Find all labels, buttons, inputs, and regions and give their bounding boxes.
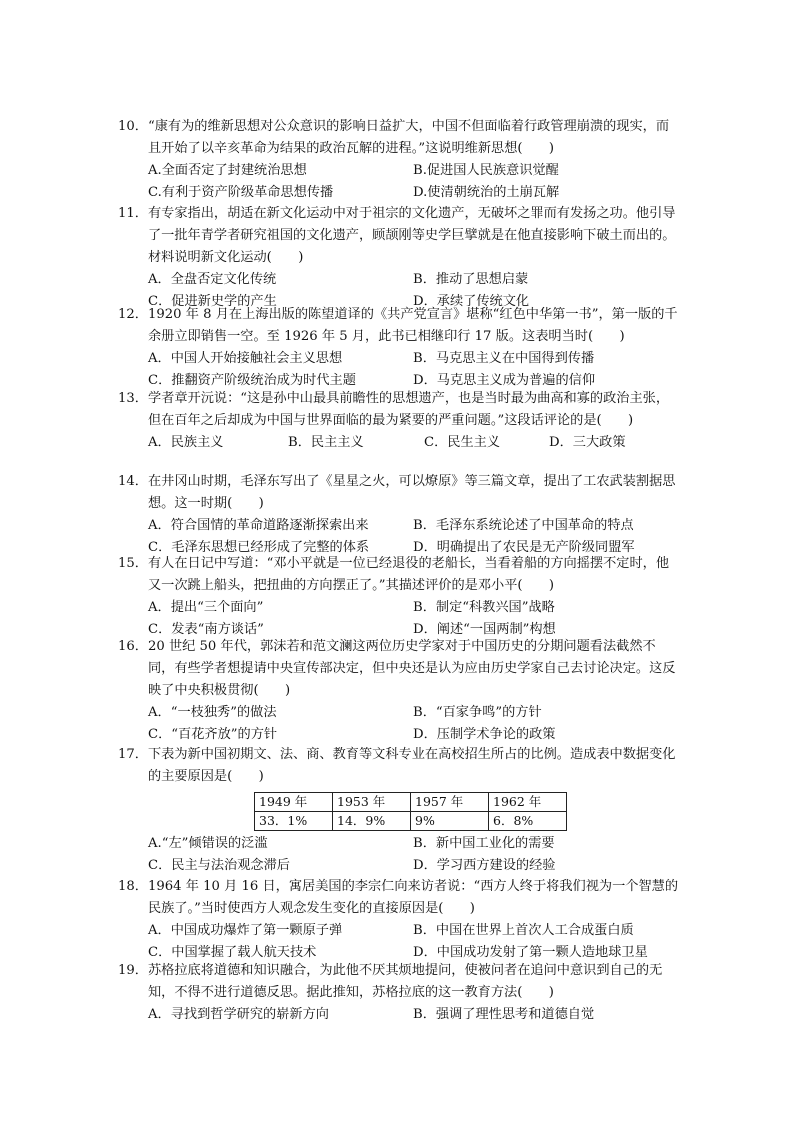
option-b[interactable]: B.促进国人民族意识觉醒 [413, 163, 559, 178]
option-row [118, 1004, 678, 1026]
table-cell: 1962 年 [489, 793, 567, 812]
question-stem [118, 744, 678, 788]
option-row [118, 855, 678, 877]
question-stem [118, 876, 678, 920]
option-c[interactable]: C．民主与法治观念滞后 [148, 858, 290, 873]
option-a[interactable]: A．提出“三个面向” [148, 600, 264, 615]
question-number: 19． [118, 963, 148, 978]
question-text: 有人在日记中写道：“邓小平就是一位已经退役的老船长，当看着船的方向摇摆不定时，他又一次跳上船头，把扭曲的方向摆正了。”其描述评价的是邓小平( ) [148, 556, 670, 593]
question-text: “康有为的维新思想对公众意识的影响日益扩大，中国不但面临着行政管理崩溃的现实，而且开始了以辛亥革命为结果的政治瓦解的进程。”这说明维新思想( ) [148, 119, 670, 156]
question-stem [118, 116, 678, 160]
option-b[interactable]: B．中国在世界上首次人工合成蛋白质 [413, 923, 634, 938]
option-d[interactable]: D．马克思主义成为普遍的信仰 [413, 373, 596, 388]
table-cell: 1953 年 [333, 793, 411, 812]
question-number: 18． [118, 879, 148, 894]
question-number: 17． [118, 747, 148, 762]
option-a[interactable]: A．民族主义 [148, 435, 224, 450]
question-number: 15． [118, 556, 148, 571]
option-row [118, 597, 678, 619]
option-a[interactable]: A．中国人开始接触社会主义思想 [148, 351, 343, 366]
question-number: 12． [118, 307, 148, 322]
option-row [118, 182, 678, 204]
option-b[interactable]: B．强调了理性思考和道德自觉 [413, 1007, 595, 1022]
question-stem [118, 960, 678, 1004]
option-c[interactable]: C．毛泽东思想已经形成了完整的体系 [148, 540, 370, 555]
option-row [118, 702, 678, 724]
question-number: 13． [118, 391, 148, 406]
question-text: 20 世纪 50 年代，郭沫若和范文澜这两位历史学家对于中国历史的分期问题看法截然不同，有些学者想提请中央宣传部决定，但中央还是认为应由历史学家自己去讨论决定。这反映了中央积极贯彻( ) [148, 639, 676, 698]
option-row [118, 920, 678, 942]
question-10 [118, 116, 678, 204]
table-cell: 6．8% [489, 812, 567, 831]
option-a[interactable]: A．全盘否定文化传统 [148, 272, 277, 287]
question-13 [118, 388, 678, 454]
option-a[interactable]: A．符合国情的革命道路逐渐探索出来 [148, 518, 369, 533]
option-row [118, 515, 678, 537]
question-number: 10． [118, 119, 148, 134]
option-a[interactable]: A．中国成功爆炸了第一颗原子弹 [148, 923, 343, 938]
question-16 [118, 636, 678, 746]
option-d[interactable]: D．压制学术争论的政策 [413, 727, 556, 742]
option-c[interactable]: C．发表“南方谈话” [148, 622, 264, 637]
question-stem [118, 471, 678, 515]
option-c[interactable]: C．促进新史学的产生 [148, 294, 277, 309]
option-d[interactable]: D．明确提出了农民是无产阶级同盟军 [413, 540, 635, 555]
option-a[interactable]: A．寻找到哲学研究的崭新方向 [148, 1007, 329, 1022]
question-stem [118, 203, 678, 269]
option-a[interactable]: A.“左”倾错误的泛滥 [148, 836, 268, 851]
option-a[interactable]: A.全面否定了封建统治思想 [148, 163, 307, 178]
option-d[interactable]: D．中国成功发射了第一颗人造地球卫星 [413, 945, 648, 960]
option-b[interactable]: B．民主主义 [288, 435, 364, 450]
question-11 [118, 203, 678, 313]
question-15 [118, 553, 678, 641]
option-d[interactable]: D．阐述“一国两制”构想 [413, 622, 556, 637]
option-b[interactable]: B．“百家争鸣”的方针 [413, 705, 542, 720]
question-17 [118, 744, 678, 877]
table-cell: 1949 年 [255, 793, 333, 812]
option-row [118, 724, 678, 746]
option-d[interactable]: D．学习西方建设的经验 [413, 858, 556, 873]
option-row [118, 348, 678, 370]
option-d[interactable]: D.使清朝统治的土崩瓦解 [413, 185, 560, 200]
question-text: 1964 年 10 月 16 日，寓居美国的李宗仁向来访者说：“西方人终于将我们视为一个智慧的民族了。”当时使西方人观念发生变化的直接原因是( ) [148, 879, 679, 916]
option-row [118, 432, 678, 454]
option-c[interactable]: C.有利于资产阶级革命思想传播 [148, 185, 334, 200]
option-d[interactable]: D．三大政策 [549, 435, 626, 450]
option-b[interactable]: B．推动了思想启蒙 [413, 272, 529, 287]
question-text: 有专家指出，胡适在新文化运动中对于祖宗的文化遗产，无破坏之罪而有发扬之功。他引导了一批年青学者研究祖国的文化遗产，顾颉刚等史学巨擘就是在他直接影响下破土而出的。材料说明新文化运动( ) [148, 206, 676, 265]
option-row [118, 269, 678, 291]
table-cell: 33．1% [255, 812, 333, 831]
question-text: 学者章开沅说：“这是孙中山最具前瞻性的思想遗产，也是当时最为曲高和寡的政治主张，但在百年之后却成为中国与世界面临的最为紧要的严重问题。”这段话评论的是( ) [148, 391, 670, 428]
option-b[interactable]: B．毛泽东系统论述了中国革命的特点 [413, 518, 634, 533]
option-a[interactable]: A．“一枝独秀”的做法 [148, 705, 277, 720]
question-number: 16． [118, 639, 148, 654]
question-number: 11． [118, 206, 148, 221]
question-text: 1920 年 8 月在上海出版的陈望道译的《共产党宣言》堪称“红色中华第一书”，第一版的千余册立即销售一空。至 1926 年 5 月，此书已相继印行 17 版。这表明当时( ) [148, 307, 678, 344]
question-18 [118, 876, 678, 964]
table-row [255, 793, 567, 812]
option-b[interactable]: B．新中国工业化的需要 [413, 836, 555, 851]
option-b[interactable]: B．制定“科教兴国”战略 [413, 600, 555, 615]
option-c[interactable]: C．“百花齐放”的方针 [148, 727, 278, 742]
question-14 [118, 471, 678, 559]
table-cell: 1957 年 [411, 793, 489, 812]
option-b[interactable]: B．马克思主义在中国得到传播 [413, 351, 595, 366]
option-c[interactable]: C．推翻资产阶级统治成为时代主题 [148, 373, 356, 388]
question-stem [118, 553, 678, 597]
enrollment-ratio-table [254, 792, 567, 831]
question-text: 在井冈山时期，毛泽东写出了《星星之火，可以燎原》等三篇文章，提出了工农武装割据思想。这一时期( ) [148, 474, 676, 511]
question-stem [118, 636, 678, 702]
option-c[interactable]: C．中国掌握了载人航天技术 [148, 945, 317, 960]
option-row [118, 160, 678, 182]
option-c[interactable]: C．民生主义 [424, 435, 501, 450]
table-row [255, 812, 567, 831]
option-row [118, 833, 678, 855]
question-text: 苏格拉底将道德和知识融合，为此他不厌其烦地提问，使被问者在追问中意识到自己的无知，不得不进行道德反思。据此推知，苏格拉底的这一教育方法( ) [148, 963, 663, 1000]
question-stem [118, 304, 678, 348]
question-12 [118, 304, 678, 392]
question-19 [118, 960, 678, 1026]
option-d[interactable]: D．承续了传统文化 [413, 294, 530, 309]
table-cell: 9% [411, 812, 489, 831]
question-stem [118, 388, 678, 432]
table-cell: 14．9% [333, 812, 411, 831]
question-text: 下表为新中国初期文、法、商、教育等文科专业在高校招生所占的比例。造成表中数据变化的主要原因是( ) [148, 747, 676, 784]
question-number: 14． [118, 474, 148, 489]
